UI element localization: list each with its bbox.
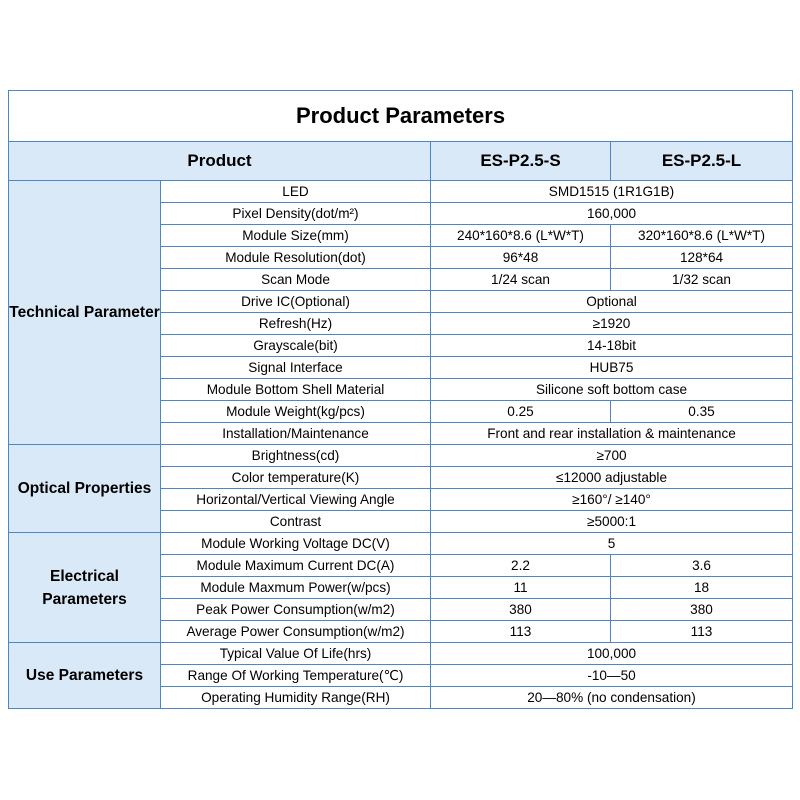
parameter-value-l: 3.6 bbox=[611, 555, 793, 577]
parameter-value-shared: 5 bbox=[431, 533, 793, 555]
parameter-label: Brightness(cd) bbox=[161, 445, 431, 467]
parameter-label: Signal Interface bbox=[161, 357, 431, 379]
parameter-value-l: 113 bbox=[611, 621, 793, 643]
table-row bbox=[9, 533, 793, 555]
table-row bbox=[9, 643, 793, 665]
parameter-label: Average Power Consumption(w/m2) bbox=[161, 621, 431, 643]
parameter-value-shared: -10—50 bbox=[431, 665, 793, 687]
title-row bbox=[9, 91, 793, 142]
parameter-label: Module Maximum Current DC(A) bbox=[161, 555, 431, 577]
parameter-label: Scan Mode bbox=[161, 269, 431, 291]
parameter-value-s: 11 bbox=[431, 577, 611, 599]
parameter-value-s: 1/24 scan bbox=[431, 269, 611, 291]
header-row bbox=[9, 142, 793, 181]
header-product: Product bbox=[9, 142, 431, 181]
parameter-value-shared: HUB75 bbox=[431, 357, 793, 379]
parameter-value-s: 96*48 bbox=[431, 247, 611, 269]
parameter-label: Module Weight(kg/pcs) bbox=[161, 401, 431, 423]
parameter-label: Installation/Maintenance bbox=[161, 423, 431, 445]
parameter-value-shared: ≥160°/ ≥140° bbox=[431, 489, 793, 511]
parameter-label: Module Size(mm) bbox=[161, 225, 431, 247]
category-cell: Technical Parameter bbox=[9, 181, 161, 445]
parameter-value-s: 113 bbox=[431, 621, 611, 643]
parameter-value-l: 0.35 bbox=[611, 401, 793, 423]
parameter-label: Peak Power Consumption(w/m2) bbox=[161, 599, 431, 621]
parameter-value-s: 240*160*8.6 (L*W*T) bbox=[431, 225, 611, 247]
parameter-value-shared: 14-18bit bbox=[431, 335, 793, 357]
parameter-value-l: 18 bbox=[611, 577, 793, 599]
parameter-label: Horizontal/Vertical Viewing Angle bbox=[161, 489, 431, 511]
category-cell: Use Parameters bbox=[9, 643, 161, 709]
parameter-value-shared: 20—80% (no condensation) bbox=[431, 687, 793, 709]
table-title: Product Parameters bbox=[9, 91, 793, 142]
parameter-label: Module Resolution(dot) bbox=[161, 247, 431, 269]
parameter-value-l: 320*160*8.6 (L*W*T) bbox=[611, 225, 793, 247]
parameter-label: LED bbox=[161, 181, 431, 203]
parameter-label: Module Bottom Shell Material bbox=[161, 379, 431, 401]
table-row bbox=[9, 445, 793, 467]
header-model-s: ES-P2.5-S bbox=[431, 142, 611, 181]
parameter-label: Range Of Working Temperature(℃) bbox=[161, 665, 431, 687]
parameter-label: Contrast bbox=[161, 511, 431, 533]
parameter-value-shared: SMD1515 (1R1G1B) bbox=[431, 181, 793, 203]
parameter-label: Refresh(Hz) bbox=[161, 313, 431, 335]
parameter-label: Module Working Voltage DC(V) bbox=[161, 533, 431, 555]
product-parameters-sheet bbox=[8, 90, 792, 709]
parameter-label: Typical Value Of Life(hrs) bbox=[161, 643, 431, 665]
parameter-value-shared: ≤12000 adjustable bbox=[431, 467, 793, 489]
parameter-value-shared: Optional bbox=[431, 291, 793, 313]
parameter-value-l: 1/32 scan bbox=[611, 269, 793, 291]
parameter-label: Operating Humidity Range(RH) bbox=[161, 687, 431, 709]
parameter-value-shared: ≥5000:1 bbox=[431, 511, 793, 533]
category-cell: Electrical Parameters bbox=[9, 533, 161, 643]
parameter-value-shared: Front and rear installation & maintenance bbox=[431, 423, 793, 445]
parameter-value-s: 2.2 bbox=[431, 555, 611, 577]
parameter-label: Grayscale(bit) bbox=[161, 335, 431, 357]
parameter-value-s: 0.25 bbox=[431, 401, 611, 423]
parameter-value-shared: ≥1920 bbox=[431, 313, 793, 335]
parameter-label: Drive IC(Optional) bbox=[161, 291, 431, 313]
table-row bbox=[9, 181, 793, 203]
parameter-value-l: 128*64 bbox=[611, 247, 793, 269]
parameter-label: Color temperature(K) bbox=[161, 467, 431, 489]
parameter-value-shared: ≥700 bbox=[431, 445, 793, 467]
parameter-value-shared: 100,000 bbox=[431, 643, 793, 665]
parameter-value-l: 380 bbox=[611, 599, 793, 621]
category-cell: Optical Properties bbox=[9, 445, 161, 533]
parameter-value-shared: Silicone soft bottom case bbox=[431, 379, 793, 401]
parameters-table bbox=[8, 90, 793, 709]
parameter-label: Module Maxmum Power(w/pcs) bbox=[161, 577, 431, 599]
header-model-l: ES-P2.5-L bbox=[611, 142, 793, 181]
parameter-value-s: 380 bbox=[431, 599, 611, 621]
parameter-label: Pixel Density(dot/m²) bbox=[161, 203, 431, 225]
parameter-value-shared: 160,000 bbox=[431, 203, 793, 225]
